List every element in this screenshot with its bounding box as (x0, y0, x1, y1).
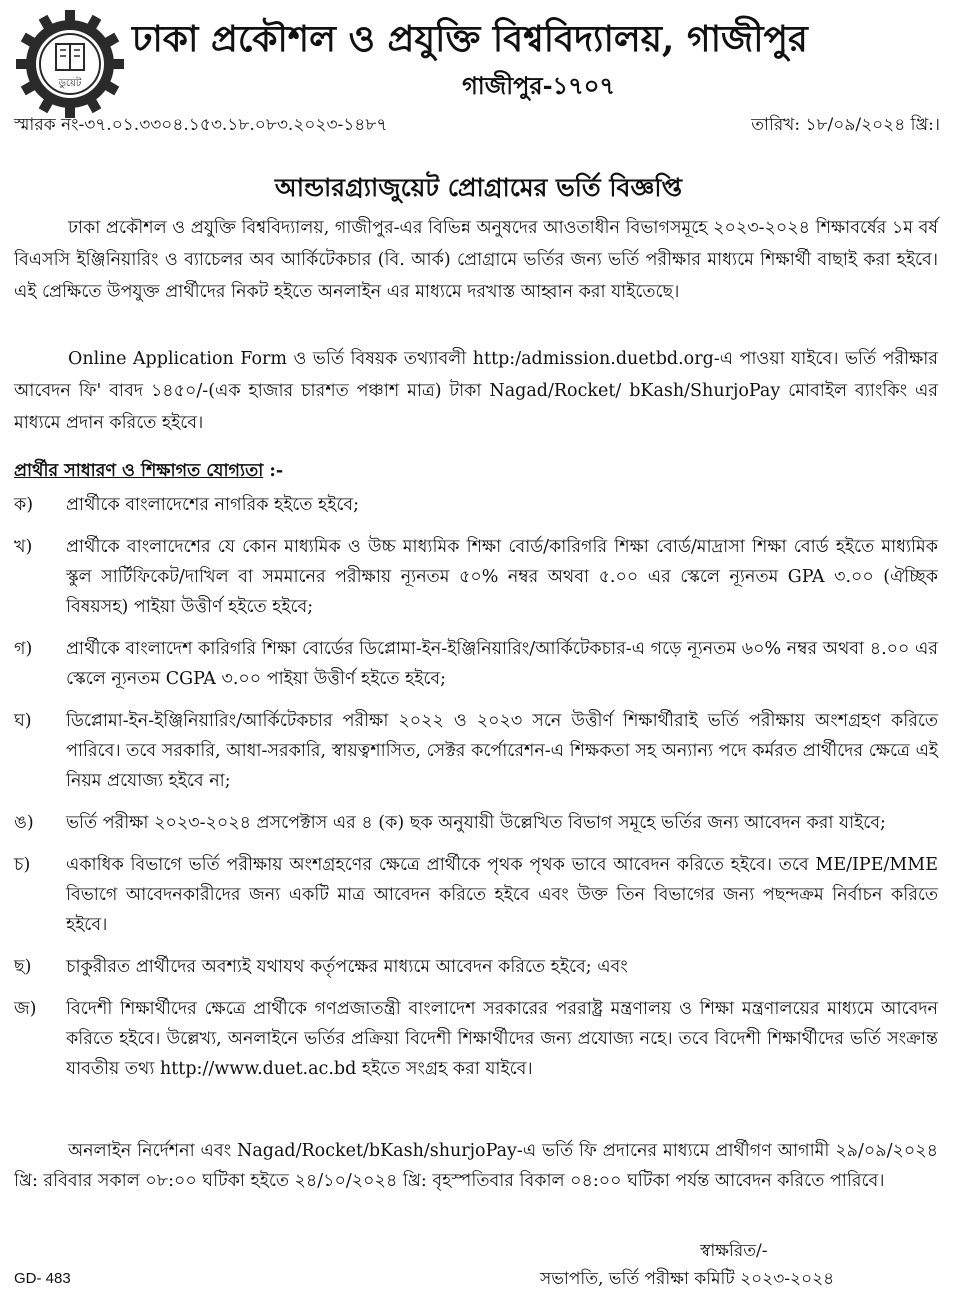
list-text: চাকুরীরত প্রার্থীদের অবশ্যই যথাযথ কর্তৃপক্ষের মাধ্যমে আবেদন করিতে হইবে; এবং (66, 957, 628, 977)
intro-paragraph: ঢাকা প্রকৌশল ও প্রযুক্তি বিশ্ববিদ্যালয়, গাজীপুর-এর বিভিন্ন অনুষদের আওতাধীন বিভাগসমূহে ২০২৩-২০২৪ শিক্ষাবর্ষের ১ম বর্ষ বিএসসি ইঞ্জিনিয়ারিং ও ব্যাচেলর অব আর্কিটেকচার (বি. আর্ক) প্রোগ্রামে ভর্তির জন্য ভর্তি পরীক্ষার মাধ্যমে শিক্ষার্থী বাছাই করা হইবে। এই প্রেক্ষিতে উপযুক্ত প্রার্থীদের নিকট হইতে অনলাইন এর মাধ্যমে দরখাস্ত আহ্বান করা যাইতেছে। (14, 218, 938, 302)
signature-signed: স্বাক্ষরিত/- (700, 1241, 768, 1261)
application-paragraph: Online Application Form ও ভর্তি বিষয়ক তথ্যাবলী http:/admission.duetbd.org-এ পাওয়া যাইবে। ভর্তি পরীক্ষার আবেদন ফি' বাবদ ১৪৫০/-(এক হাজার চারশত পঞ্চাশ মাত্র) টাকা Nagad/Rocket/ bKash/ShurjoPay মোবাইল ব্যাংকিং এর মাধ্যমে প্রদান করিতে হইবে। (14, 349, 938, 433)
document-code: GD- 483 (14, 1270, 71, 1287)
eligibility-heading-suffix: :- (263, 461, 284, 481)
university-address: গাজীপুর-১৭০৭ (462, 71, 615, 100)
list-marker: গ) (14, 639, 33, 659)
list-item (14, 808, 938, 838)
list-marker: ক) (14, 495, 34, 515)
list-text: প্রার্থীকে বাংলাদেশের যে কোন মাধ্যমিক ও উচ্চ মাধ্যমিক শিক্ষা বোর্ড/কারিগরি শিক্ষা বোর্ড/মাদ্রাসা শিক্ষা বোর্ড হইতে মাধ্যমিক স্কুল সার্টিফিকেট/দাখিল বা সমমানের পরীক্ষায় ন্যূনতম ৫০% নম্বর অথবা ৫.০০ এর স্কেলে ন্যূনতম GPA ৩.০০ (ঐচ্ছিক বিষয়সহ) পাইয়া উত্তীর্ণ হইতে হইবে; (66, 537, 938, 617)
memo-row (14, 112, 940, 138)
list-marker: জ) (14, 999, 37, 1019)
list-marker: ছ) (14, 957, 32, 977)
list-text: বিদেশী শিক্ষার্থীদের ক্ষেত্রে প্রার্থীকে গণপ্রজাতন্ত্রী বাংলাদেশ সরকারের পররাষ্ট্র মন্ত্রণালয় ও শিক্ষা মন্ত্রণালয়ের মাধ্যমে আবেদন করিতে হইবে। উল্লেখ্য, অনলাইনে ভর্তির প্রক্রিয়া বিদেশী শিক্ষার্থীদের জন্য প্রযোজ্য নহে। তবে বিদেশী শিক্ষার্থীদের ভর্তি সংক্রান্ত যাবতীয় তথ্য http://www.duet.ac.bd হইতে সংগ্রহ করা যাইবে। (66, 999, 938, 1079)
list-marker: ঙ) (14, 813, 34, 833)
eligibility-heading-text: প্রার্থীর সাধারণ ও শিক্ষাগত যোগ্যতা (14, 461, 264, 481)
eligibility-heading (14, 458, 283, 487)
list-marker: খ) (14, 537, 33, 557)
university-name: ঢাকা প্রকৌশল ও প্রযুক্তি বিশ্ববিদ্যালয়, গাজীপুর (132, 18, 808, 60)
logo-text: ডুয়েট (58, 78, 82, 89)
list-item (14, 952, 938, 982)
notice-title: আন্ডারগ্র্যাজুয়েট প্রোগ্রামের ভর্তি বিজ্ঞপ্তি (274, 173, 683, 202)
list-text: প্রার্থীকে বাংলাদেশের নাগরিক হইতে হইবে; (66, 495, 359, 515)
list-item (14, 706, 938, 796)
list-item (14, 532, 938, 622)
list-item (14, 850, 938, 940)
list-item (14, 634, 938, 694)
memo-date: তারিখ: ১৮/০৯/২০২৪ খ্রি:। (751, 115, 940, 135)
list-text: একাধিক বিভাগে ভর্তি পরীক্ষায় অংশগ্রহণের ক্ষেত্রে প্রার্থীকে পৃথক পৃথক ভাবে আবেদন করিতে হইবে। তবে ME/IPE/MME বিভাগে আবেদনকারীদের জন্য একটি মাত্র আবেদন করিতে হইবে এবং উক্ত তিন বিভাগের জন্য পছন্দক্রম নির্বাচন করিতে হইবে। (66, 855, 938, 935)
closing-paragraph: অনলাইন নির্দেশনা এবং Nagad/Rocket/bKash/shurjoPay-এ ভর্তি ফি প্রদানের মাধ্যমে প্রার্থীগণ আগামী ২৯/০৯/২০২৪ খ্রি: রবিবার সকাল ০৮:০০ ঘটিকা হইতে ২৪/১০/২০২৪ খ্রি: বৃহস্পতিবার বিকাল ০৪:০০ ঘটিকা পর্যন্ত আবেদন করিতে পারিবে। (14, 1141, 938, 1191)
memo-reference: স্মারক নং-৩৭.০১.৩৩০৪.১৫৩.১৮.০৮৩.২০২৩-১৪৮৭ (14, 115, 388, 135)
list-item (14, 994, 938, 1084)
list-marker: ঘ) (14, 711, 32, 731)
signature-designation: সভাপতি, ভর্তি পরীক্ষা কমিটি ২০২৩-২০২৪ (540, 1269, 835, 1289)
list-marker: চ) (14, 855, 31, 875)
list-text: প্রার্থীকে বাংলাদেশ কারিগরি শিক্ষা বোর্ডের ডিপ্লোমা-ইন-ইঞ্জিনিয়ারিং/আর্কিটেকচার-এ গড়ে ন্যূনতম ৬০% নম্বর অথবা ৪.০০ এর স্কেলে ন্যূনতম CGPA ৩.০০ পাইয়া উত্তীর্ণ হইতে হইবে; (66, 639, 938, 689)
requirements-list (14, 490, 938, 1084)
list-item (14, 490, 938, 520)
list-text: ভর্তি পরীক্ষা ২০২৩-২০২৪ প্রসপেক্টাস এর ৪ (ক) ছক অনুযায়ী উল্লেখিত বিভাগ সমূহে ভর্তির জন্য আবেদন করা যাইবে; (66, 813, 886, 833)
list-text: ডিপ্লোমা-ইন-ইঞ্জিনিয়ারিং/আর্কিটেকচার পরীক্ষা ২০২২ ও ২০২৩ সনে উত্তীর্ণ শিক্ষার্থীরাই ভর্তি পরীক্ষায় অংশগ্রহণ করিতে পারিবে। তবে সরকারি, আধা-সরকারি, স্বায়ত্বশাসিত, সেক্টর কর্পোরেশন-এ শিক্ষকতা সহ অন্যান্য পদে কর্মরত প্রার্থীদের ক্ষেত্রে এই নিয়ম প্রযোজ্য হইবে না; (66, 711, 938, 791)
